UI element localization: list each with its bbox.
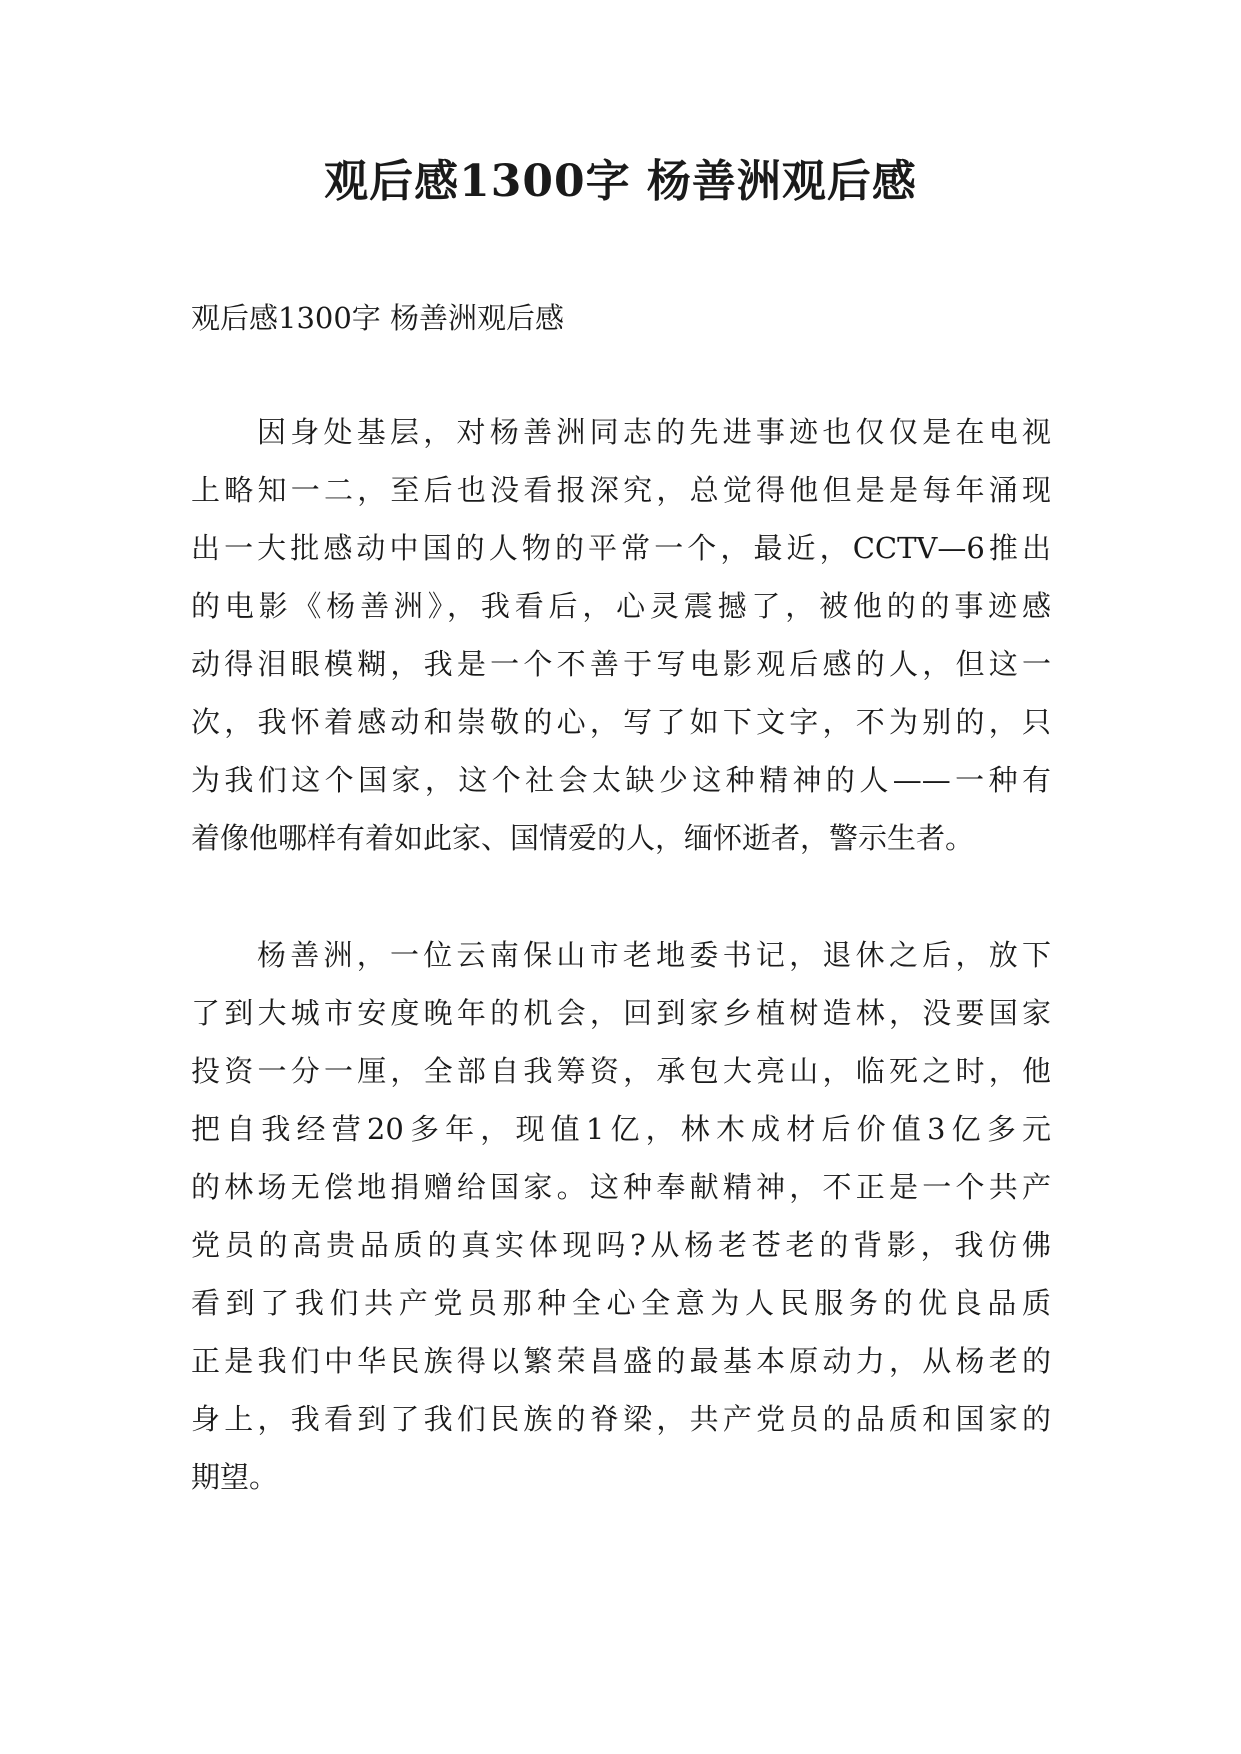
document-title: 观后感1300字 杨善洲观后感 [324, 156, 917, 207]
paragraph-line: 上略知一二，至后也没看报深究，总觉得他但是是每年涌现 [191, 473, 1051, 507]
paragraph-1 [191, 403, 1051, 867]
paragraph-line: 身上，我看到了我们民族的脊梁，共产党员的品质和国家的 [191, 1402, 1051, 1436]
paragraph-line: 出一大批感动中国的人物的平常一个，最近，CCTV—6推出 [191, 531, 1051, 565]
paragraph-line: 为我们这个国家，这个社会太缺少这种精神的人——一种有 [191, 763, 1051, 797]
paragraph-line: 着像他哪样有着如此家、国情爱的人，缅怀逝者，警示生者。 [191, 821, 975, 855]
paragraph-line: 杨善洲，一位云南保山市老地委书记，退休之后，放下 [257, 938, 1051, 972]
paragraph-line: 把自我经营20多年，现值1亿，林木成材后价值3亿多元 [191, 1112, 1051, 1146]
paragraph-line: 期望。 [191, 1460, 279, 1494]
paragraph-2 [191, 926, 1051, 1506]
paragraph-line: 因身处基层，对杨善洲同志的先进事迹也仅仅是在电视 [257, 415, 1051, 449]
paragraph-line: 次，我怀着感动和崇敬的心，写了如下文字，不为别的，只 [191, 705, 1051, 739]
paragraph-line: 的林场无偿地捐赠给国家。这种奉献精神，不正是一个共产 [191, 1170, 1051, 1204]
paragraph-line: 了到大城市安度晚年的机会，回到家乡植树造林，没要国家 [191, 996, 1051, 1030]
paragraph-line: 党员的高贵品质的真实体现吗?从杨老苍老的背影，我仿佛 [191, 1228, 1051, 1262]
paragraph-line: 正是我们中华民族得以繁荣昌盛的最基本原动力，从杨老的 [191, 1344, 1051, 1378]
paragraph-line: 的电影《杨善洲》，我看后，心灵震撼了，被他的的事迹感 [191, 589, 1051, 623]
paragraph-line: 动得泪眼模糊，我是一个不善于写电影观后感的人，但这一 [191, 647, 1051, 681]
paragraph-line: 看到了我们共产党员那种全心全意为人民服务的优良品质 [191, 1286, 1051, 1320]
document-subtitle: 观后感1300字 杨善洲观后感 [191, 301, 565, 335]
paragraph-line: 投资一分一厘，全部自我筹资，承包大亮山，临死之时，他 [191, 1054, 1051, 1088]
